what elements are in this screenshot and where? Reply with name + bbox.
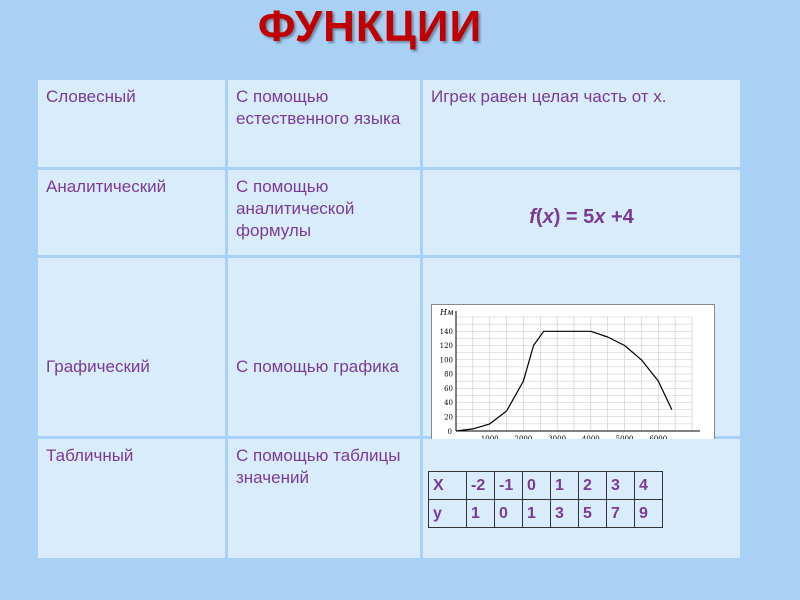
y-value: 5 bbox=[579, 500, 607, 528]
y-axis-label: Нм bbox=[440, 308, 454, 317]
y-tick-label: 140 bbox=[439, 327, 453, 336]
x-value: 2 bbox=[579, 472, 607, 500]
chart-svg bbox=[432, 305, 714, 451]
x-value: -1 bbox=[495, 472, 523, 500]
x-value: 1 bbox=[551, 472, 579, 500]
x-row bbox=[429, 472, 663, 500]
example-cell-table bbox=[423, 439, 740, 558]
example-cell-analytic bbox=[423, 170, 740, 255]
method-cell-graphic bbox=[38, 258, 225, 436]
y-value: 3 bbox=[551, 500, 579, 528]
means-cell-verbal: С помощью естественного языка bbox=[228, 80, 420, 167]
y-value: 0 bbox=[495, 500, 523, 528]
method-label-graphic: Графический bbox=[46, 357, 150, 376]
x-value: 0 bbox=[523, 472, 551, 500]
page-title: ФУНКЦИИ bbox=[257, 2, 483, 51]
y-tick-label: 40 bbox=[444, 399, 453, 407]
y-tick-label: 80 bbox=[444, 370, 453, 379]
y-tick-label: 120 bbox=[439, 342, 453, 350]
y-tick-label: 60 bbox=[444, 384, 453, 393]
example-cell-graphic bbox=[423, 258, 740, 436]
y-value: 1 bbox=[523, 500, 551, 528]
x-value: 3 bbox=[607, 472, 635, 500]
means-cell-graphic bbox=[228, 258, 420, 436]
method-cell-analytic: Аналитический bbox=[38, 170, 225, 255]
x-header: X bbox=[429, 472, 467, 500]
x-value: -2 bbox=[467, 472, 495, 500]
means-cell-table: С помощью таблицы значений bbox=[228, 439, 420, 558]
functions-table bbox=[38, 80, 740, 558]
origin-label: 0 bbox=[447, 428, 452, 436]
y-tick-label: 100 bbox=[439, 356, 453, 365]
y-value: 9 bbox=[635, 500, 663, 528]
y-header: у bbox=[429, 500, 467, 528]
example-cell-verbal: Игрек равен целая часть от х. bbox=[423, 80, 740, 167]
x-value: 4 bbox=[635, 472, 663, 500]
y-value: 7 bbox=[607, 500, 635, 528]
value-table bbox=[428, 471, 663, 528]
formula: f(x) = 5x +4 bbox=[529, 206, 634, 228]
torque-chart bbox=[431, 304, 715, 452]
means-cell-analytic: С помощью аналитической формулы bbox=[228, 170, 420, 255]
y-row bbox=[429, 500, 663, 528]
y-tick-label: 20 bbox=[444, 413, 453, 422]
method-cell-verbal: Словесный bbox=[38, 80, 225, 167]
method-cell-table: Табличный bbox=[38, 439, 225, 558]
means-label-graphic: С помощью графика bbox=[236, 357, 399, 376]
y-value: 1 bbox=[467, 500, 495, 528]
